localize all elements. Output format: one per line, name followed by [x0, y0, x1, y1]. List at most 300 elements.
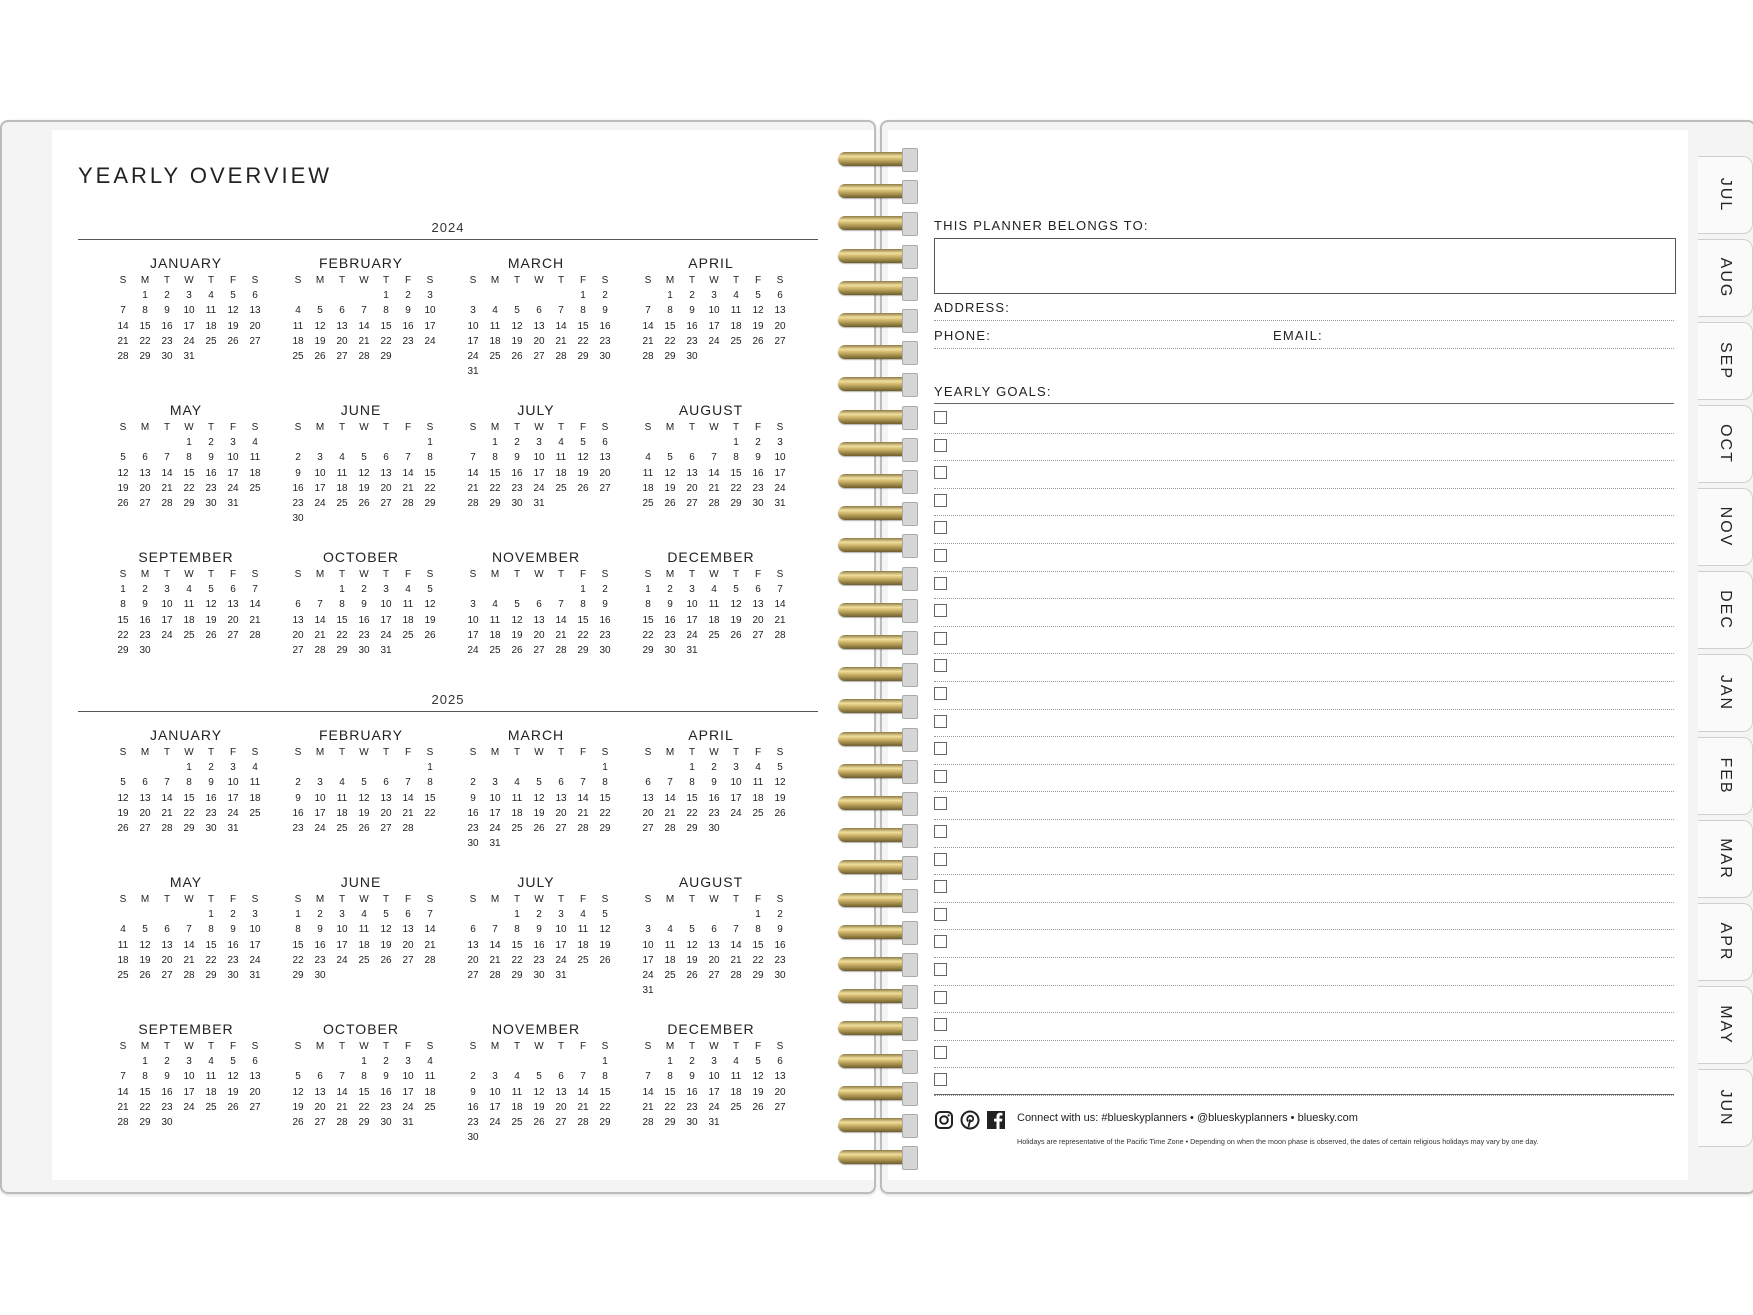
day-number: 27 [708, 969, 720, 981]
day-number: 6 [777, 1056, 783, 1068]
day-number: 1 [339, 584, 345, 596]
ring-clip [902, 1114, 918, 1138]
goal-checkbox[interactable] [934, 659, 947, 672]
day-number: 17 [533, 467, 545, 479]
weekday-header: S [426, 422, 434, 433]
day-number: 16 [161, 1086, 173, 1098]
month-calendar [106, 254, 266, 364]
day-number: 24 [161, 629, 173, 641]
ring-clip [902, 502, 918, 526]
day-number: 23 [664, 629, 676, 641]
day-number: 8 [120, 599, 126, 611]
month-name: OCTOBER [323, 1021, 399, 1037]
day-number: 5 [427, 584, 433, 596]
day-number: 14 [642, 320, 654, 332]
spiral-ring [838, 1118, 914, 1132]
empty-day-cell [572, 1054, 594, 1069]
day-number: 5 [777, 762, 783, 774]
month-name: OCTOBER [323, 549, 399, 565]
goal-checkbox[interactable] [934, 604, 947, 617]
day-number: 22 [424, 482, 436, 494]
day-number: 4 [427, 1056, 433, 1068]
month-calendar [281, 873, 441, 983]
month-name: FEBRUARY [319, 255, 403, 271]
day-number: 19 [139, 954, 151, 966]
phone-email-line[interactable] [934, 348, 1674, 349]
day-number: 15 [139, 320, 151, 332]
goal-line[interactable] [934, 653, 1674, 682]
day-number: 23 [314, 954, 326, 966]
day-number: 18 [292, 335, 304, 347]
month-tab[interactable] [1698, 571, 1753, 649]
empty-day-cell [484, 288, 506, 303]
day-number: 21 [730, 954, 742, 966]
day-number: 13 [467, 939, 479, 951]
day-number: 24 [424, 335, 436, 347]
day-number: 13 [139, 467, 151, 479]
goal-checkbox[interactable] [934, 1018, 947, 1031]
goal-line[interactable] [934, 985, 1674, 1014]
month-tab-label: JAN [1717, 674, 1734, 712]
day-number: 22 [139, 1101, 151, 1113]
day-number: 21 [555, 629, 567, 641]
month-tab[interactable] [1698, 156, 1753, 234]
day-number: 5 [514, 305, 520, 317]
goal-line[interactable] [934, 1040, 1674, 1069]
goal-checkbox[interactable] [934, 825, 947, 838]
day-number: 10 [183, 305, 195, 317]
day-number: 4 [558, 437, 564, 449]
weekday-header: T [338, 569, 346, 580]
goal-checkbox[interactable] [934, 908, 947, 921]
ring-clip [902, 438, 918, 462]
day-number: 11 [511, 792, 523, 804]
month-name: APRIL [688, 255, 734, 271]
year-rule [78, 711, 818, 712]
ring-clip [902, 921, 918, 945]
day-number: 13 [380, 467, 392, 479]
weekday-header: T [688, 275, 696, 286]
month-name: AUGUST [678, 402, 744, 418]
weekday-header: F [754, 275, 762, 286]
day-number: 17 [380, 614, 392, 626]
goal-line[interactable] [934, 598, 1674, 627]
goal-line[interactable] [934, 1067, 1674, 1096]
day-number: 6 [602, 437, 608, 449]
month-calendar [631, 548, 791, 658]
empty-day-cell [112, 907, 134, 922]
spiral-ring [838, 1086, 914, 1100]
day-number: 11 [292, 320, 304, 332]
day-number: 11 [402, 599, 414, 611]
weekday-header: S [251, 894, 259, 905]
day-number: 18 [249, 467, 261, 479]
day-number: 22 [358, 1101, 370, 1113]
goal-checkbox[interactable] [934, 577, 947, 590]
day-number: 26 [686, 969, 698, 981]
day-number: 1 [208, 909, 214, 921]
day-number: 29 [336, 644, 348, 656]
day-number: 6 [536, 599, 542, 611]
day-number: 6 [755, 584, 761, 596]
email-label: EMAIL: [1273, 328, 1323, 343]
weekday-header: W [359, 894, 369, 905]
day-number: 7 [667, 777, 673, 789]
goal-line[interactable] [934, 433, 1674, 462]
goal-checkbox[interactable] [934, 880, 947, 893]
weekday-header: T [382, 275, 390, 286]
goal-line[interactable] [934, 764, 1674, 793]
day-number: 26 [533, 822, 545, 834]
goal-line[interactable] [934, 709, 1674, 738]
day-number: 25 [336, 497, 348, 509]
weekday-header: T [163, 1041, 171, 1052]
day-number: 28 [708, 497, 720, 509]
day-number: 16 [599, 320, 611, 332]
weekday-header: S [294, 747, 302, 758]
day-number: 28 [402, 497, 414, 509]
day-number: 7 [711, 452, 717, 464]
day-number: 5 [142, 924, 148, 936]
day-number: 17 [161, 614, 173, 626]
month-name: JULY [517, 874, 555, 890]
goal-line[interactable] [934, 543, 1674, 572]
day-number: 16 [664, 614, 676, 626]
goal-checkbox[interactable] [934, 411, 947, 424]
day-number: 12 [686, 939, 698, 951]
day-number: 9 [711, 777, 717, 789]
month-calendar [106, 726, 266, 836]
day-number: 27 [161, 969, 173, 981]
day-number: 9 [164, 1071, 170, 1083]
day-number: 24 [555, 954, 567, 966]
weekday-header: S [644, 1041, 652, 1052]
day-number: 2 [470, 1071, 476, 1083]
day-number: 28 [161, 497, 173, 509]
day-number: 3 [405, 1056, 411, 1068]
goal-line[interactable] [934, 681, 1674, 710]
month-tab[interactable] [1698, 903, 1753, 981]
day-number: 12 [380, 924, 392, 936]
day-number: 20 [139, 482, 151, 494]
weekday-header: S [426, 275, 434, 286]
month-tab[interactable] [1698, 322, 1753, 400]
spiral-ring [838, 474, 914, 488]
day-number: 9 [602, 599, 608, 611]
day-number: 22 [205, 954, 217, 966]
goal-checkbox[interactable] [934, 549, 947, 562]
day-number: 13 [774, 1071, 786, 1083]
day-number: 9 [470, 792, 476, 804]
weekday-header: W [534, 1041, 544, 1052]
month-tab[interactable] [1698, 1069, 1753, 1147]
day-number: 15 [139, 1086, 151, 1098]
day-number: 23 [161, 1101, 173, 1113]
day-number: 7 [317, 599, 323, 611]
goal-line[interactable] [934, 515, 1674, 544]
address-line[interactable] [934, 320, 1674, 321]
day-number: 1 [186, 762, 192, 774]
day-number: 23 [686, 335, 698, 347]
month-tab[interactable] [1698, 488, 1753, 566]
day-number: 27 [139, 497, 151, 509]
month-tab[interactable] [1698, 405, 1753, 483]
goal-line[interactable] [934, 791, 1674, 820]
goal-line[interactable] [934, 571, 1674, 600]
ring-clip [902, 180, 918, 204]
weekday-header: T [688, 569, 696, 580]
month-tab[interactable] [1698, 654, 1753, 732]
day-number: 12 [511, 614, 523, 626]
day-number: 11 [708, 599, 720, 611]
day-number: 21 [489, 954, 501, 966]
day-number: 25 [402, 629, 414, 641]
weekday-header: M [315, 569, 325, 580]
day-number: 7 [120, 305, 126, 317]
day-number: 7 [558, 599, 564, 611]
day-number: 27 [380, 822, 392, 834]
month-calendar [631, 401, 791, 511]
weekday-header: F [579, 422, 587, 433]
day-number: 5 [317, 305, 323, 317]
weekday-header: F [579, 275, 587, 286]
day-number: 27 [533, 350, 545, 362]
goal-checkbox[interactable] [934, 521, 947, 534]
goal-checkbox[interactable] [934, 466, 947, 479]
day-number: 17 [708, 1086, 720, 1098]
goal-line[interactable] [934, 460, 1674, 489]
spiral-ring [838, 699, 914, 713]
day-number: 26 [314, 350, 326, 362]
goal-checkbox[interactable] [934, 853, 947, 866]
goal-checkbox[interactable] [934, 935, 947, 948]
month-tab[interactable] [1698, 986, 1753, 1064]
day-number: 10 [161, 599, 173, 611]
day-number: 7 [339, 1071, 345, 1083]
month-name: SEPTEMBER [138, 1021, 234, 1037]
day-number: 12 [577, 452, 589, 464]
day-number: 12 [292, 1086, 304, 1098]
day-number: 13 [402, 924, 414, 936]
day-number: 9 [295, 467, 301, 479]
weekday-header: F [229, 747, 237, 758]
empty-day-cell [659, 760, 681, 775]
goal-line[interactable] [934, 902, 1674, 931]
weekday-header: F [754, 1041, 762, 1052]
day-number: 27 [467, 969, 479, 981]
day-number: 16 [227, 939, 239, 951]
weekday-header: T [513, 747, 521, 758]
empty-day-cell [331, 435, 353, 450]
goal-checkbox[interactable] [934, 439, 947, 452]
weekday-header: M [315, 1041, 325, 1052]
spiral-ring [838, 571, 914, 585]
ring-clip [902, 792, 918, 816]
goal-checkbox[interactable] [934, 494, 947, 507]
month-tab[interactable] [1698, 737, 1753, 815]
weekday-header: M [315, 422, 325, 433]
day-number: 25 [249, 807, 261, 819]
day-number: 29 [380, 350, 392, 362]
day-number: 1 [580, 290, 586, 302]
goal-checkbox[interactable] [934, 991, 947, 1004]
weekday-header: S [601, 569, 609, 580]
day-number: 3 [230, 762, 236, 774]
day-number: 8 [383, 305, 389, 317]
goal-checkbox[interactable] [934, 632, 947, 645]
day-number: 31 [555, 969, 567, 981]
day-number: 8 [514, 924, 520, 936]
goal-line[interactable] [934, 819, 1674, 848]
day-number: 21 [183, 954, 195, 966]
day-number: 5 [361, 452, 367, 464]
month-tab[interactable] [1698, 239, 1753, 317]
day-number: 27 [336, 350, 348, 362]
day-number: 25 [730, 335, 742, 347]
weekday-header: F [404, 422, 412, 433]
day-number: 5 [536, 1071, 542, 1083]
day-number: 17 [489, 807, 501, 819]
day-number: 5 [120, 452, 126, 464]
goal-line[interactable] [934, 736, 1674, 765]
goal-line[interactable] [934, 874, 1674, 903]
month-tab-label: DEC [1717, 590, 1734, 630]
day-number: 23 [292, 497, 304, 509]
day-number: 27 [139, 822, 151, 834]
goal-checkbox[interactable] [934, 742, 947, 755]
month-calendar [631, 254, 791, 364]
day-number: 10 [489, 1086, 501, 1098]
goal-checkbox[interactable] [934, 715, 947, 728]
goal-checkbox[interactable] [934, 963, 947, 976]
day-number: 3 [317, 777, 323, 789]
day-number: 20 [774, 320, 786, 332]
goal-line[interactable] [934, 405, 1674, 434]
day-number: 24 [227, 807, 239, 819]
day-number: 14 [424, 924, 436, 936]
ring-clip [902, 1146, 918, 1170]
day-number: 23 [205, 807, 217, 819]
month-name: SEPTEMBER [138, 549, 234, 565]
year-label: 2025 [431, 692, 465, 707]
day-number: 4 [208, 290, 214, 302]
weekday-header: S [294, 569, 302, 580]
empty-day-cell [484, 1054, 506, 1069]
goal-checkbox[interactable] [934, 1073, 947, 1086]
day-number: 21 [402, 807, 414, 819]
day-number: 12 [752, 1071, 764, 1083]
day-number: 19 [577, 467, 589, 479]
weekday-header: F [754, 894, 762, 905]
day-number: 5 [361, 777, 367, 789]
weekday-header: T [513, 1041, 521, 1052]
day-number: 14 [489, 939, 501, 951]
belongs-to-field[interactable] [934, 238, 1676, 294]
empty-day-cell [309, 288, 331, 303]
month-tab-label: AUG [1717, 257, 1734, 299]
day-number: 7 [733, 924, 739, 936]
day-number: 16 [774, 939, 786, 951]
empty-day-cell [331, 760, 353, 775]
facebook-icon[interactable] [986, 1110, 1006, 1130]
day-number: 24 [730, 807, 742, 819]
day-number: 8 [602, 1071, 608, 1083]
goal-line[interactable] [934, 626, 1674, 655]
day-number: 7 [777, 584, 783, 596]
weekday-header: T [338, 747, 346, 758]
day-number: 26 [424, 629, 436, 641]
weekday-header: T [688, 1041, 696, 1052]
pinterest-icon[interactable] [960, 1110, 980, 1130]
day-number: 20 [686, 482, 698, 494]
day-number: 20 [227, 614, 239, 626]
day-number: 18 [642, 482, 654, 494]
day-number: 5 [755, 1056, 761, 1068]
goal-checkbox[interactable] [934, 687, 947, 700]
day-number: 16 [752, 467, 764, 479]
weekday-header: W [709, 275, 719, 286]
month-calendar [631, 873, 791, 998]
goal-line[interactable] [934, 488, 1674, 517]
goal-checkbox[interactable] [934, 1046, 947, 1059]
day-number: 12 [314, 320, 326, 332]
day-number: 17 [555, 939, 567, 951]
goal-checkbox[interactable] [934, 770, 947, 783]
day-number: 30 [599, 644, 611, 656]
day-number: 3 [252, 909, 258, 921]
goal-checkbox[interactable] [934, 797, 947, 810]
day-number: 10 [249, 924, 261, 936]
day-number: 1 [689, 762, 695, 774]
instagram-icon[interactable] [934, 1110, 954, 1130]
day-number: 12 [358, 792, 370, 804]
day-number: 19 [424, 614, 436, 626]
weekday-header: T [382, 894, 390, 905]
day-number: 27 [292, 644, 304, 656]
day-number: 29 [686, 822, 698, 834]
day-number: 10 [467, 614, 479, 626]
goal-line[interactable] [934, 929, 1674, 958]
goal-line[interactable] [934, 1012, 1674, 1041]
day-number: 19 [511, 629, 523, 641]
day-number: 3 [558, 909, 564, 921]
day-number: 26 [599, 954, 611, 966]
day-number: 14 [774, 599, 786, 611]
month-tab-label: MAR [1717, 838, 1734, 880]
month-tab[interactable] [1698, 820, 1753, 898]
month-calendar [456, 1020, 616, 1145]
day-number: 29 [664, 1116, 676, 1128]
empty-day-cell [178, 907, 200, 922]
weekday-header: M [140, 569, 150, 580]
month-calendar [281, 1020, 441, 1130]
spiral-ring [838, 184, 914, 198]
empty-day-cell [287, 760, 309, 775]
day-number: 9 [470, 1086, 476, 1098]
goal-line[interactable] [934, 847, 1674, 876]
day-number: 8 [667, 305, 673, 317]
weekday-header: M [315, 747, 325, 758]
empty-day-cell [462, 1054, 484, 1069]
day-number: 20 [380, 807, 392, 819]
goal-line[interactable] [934, 957, 1674, 986]
day-number: 12 [358, 467, 370, 479]
spiral-ring [838, 442, 914, 456]
day-number: 19 [774, 792, 786, 804]
day-number: 18 [511, 1101, 523, 1113]
day-number: 11 [249, 777, 261, 789]
goals-top-rule [934, 403, 1674, 404]
